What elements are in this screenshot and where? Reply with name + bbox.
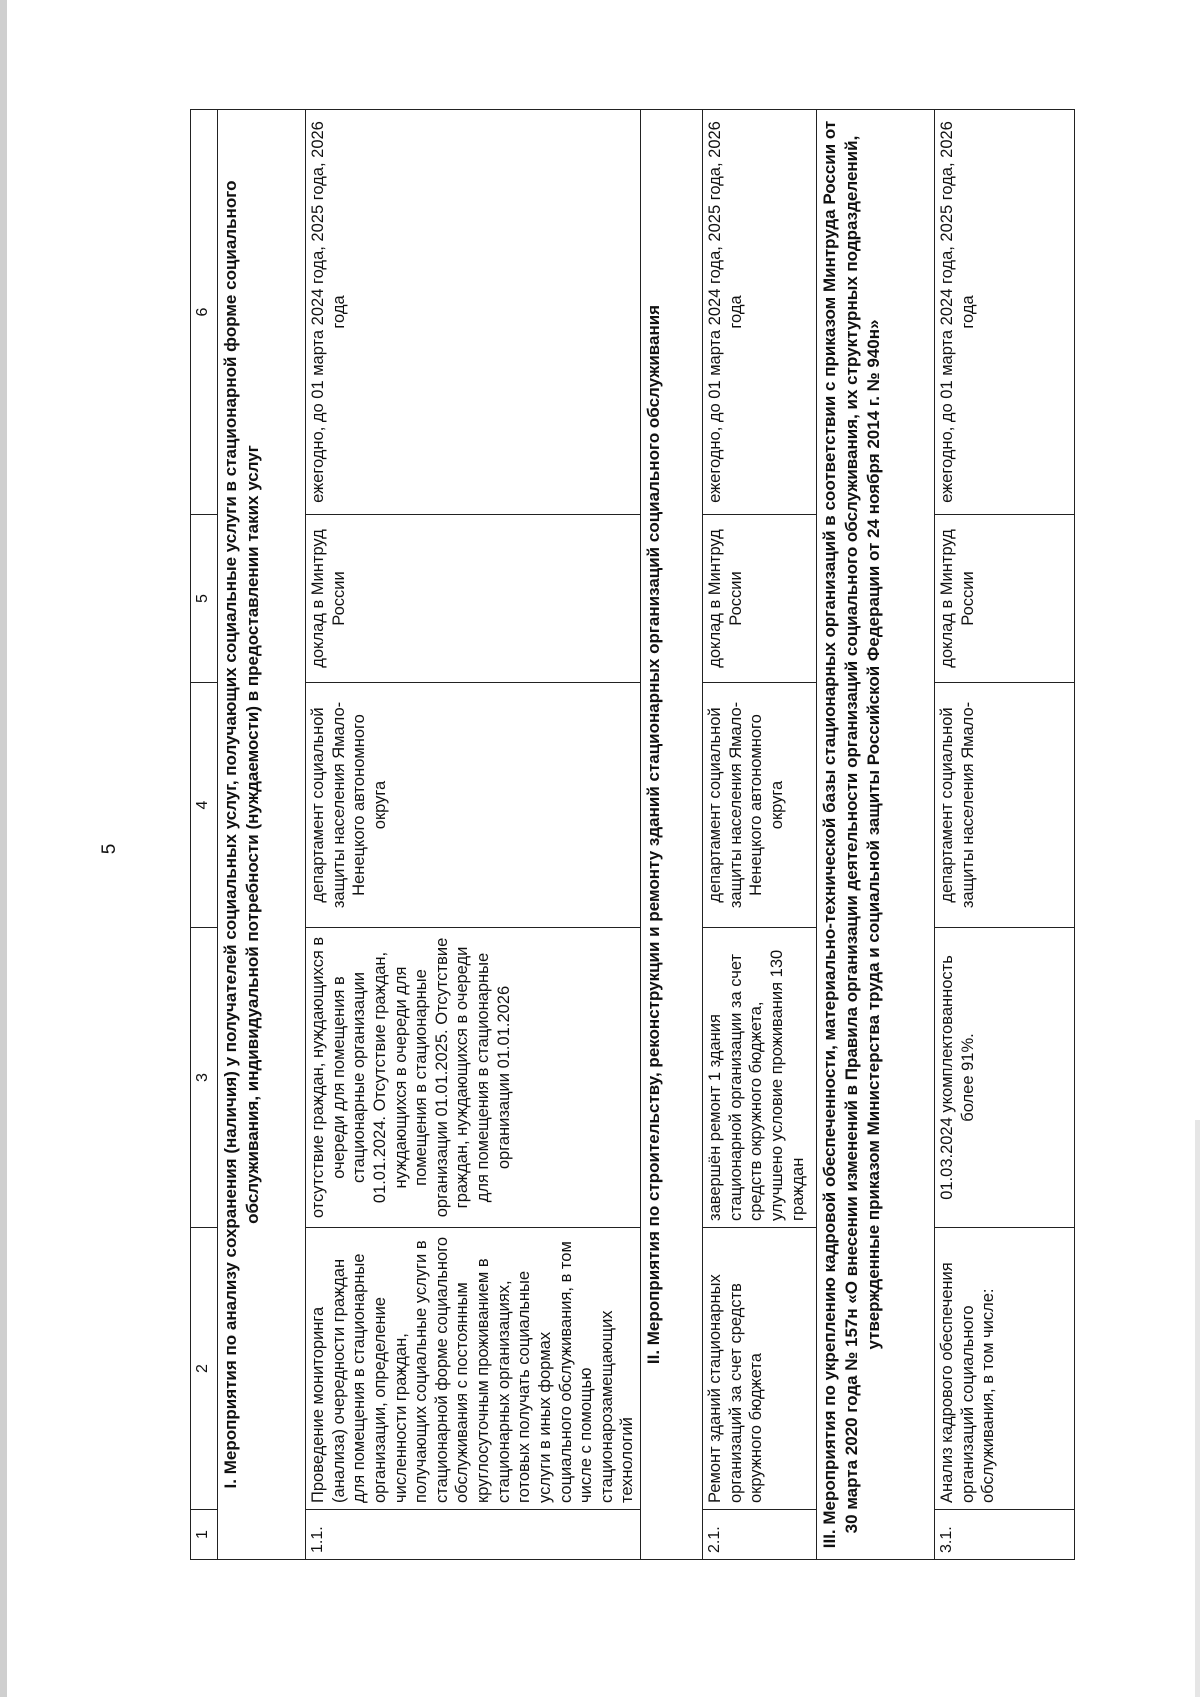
report-cell: доклад в Минтруд России [306, 515, 641, 683]
event-cell: Ремонт зданий стационарных организаций за счет средств окружного бюджета [703, 1228, 817, 1510]
header-cell: 6 [191, 110, 218, 515]
section-heading-row [817, 110, 935, 1560]
header-cell: 3 [191, 928, 218, 1228]
section-heading-row [218, 110, 306, 1560]
deadline-cell: ежегодно, до 01 марта 2024 года, 2025 года, 2026 года [306, 110, 641, 515]
table-row [306, 110, 641, 1560]
table-row [935, 110, 1075, 1560]
report-cell: доклад в Минтруд России [935, 515, 1075, 683]
scan-edge [0, 0, 7, 1697]
event-cell: Анализ кадрового обеспечения организаций социального обслуживания, в том числе: [935, 1228, 1075, 1510]
section-title: II. Мероприятия по строительству, реконструкции и ремонту зданий стационарных организаций социального обслуживания [641, 110, 703, 1560]
measures-table [190, 109, 1075, 1560]
page-number: 5 [99, 843, 120, 855]
section-heading-row [641, 110, 703, 1560]
deadline-cell: ежегодно, до 01 марта 2024 года, 2025 года, 2026 года [935, 110, 1075, 515]
section-title: III. Мероприятия по укреплению кадровой обеспеченности, материально-технической базы стационарных организаций в соответствии с приказом Минтруда России от 30 марта 2020 года № 157н «О внесении изменений в Правила организации деятельности организаций социального обслуживания, их структурных подразделений, утвержденные приказом Министерства труда и социальной защиты Российской Федерации от 24 ноября 2014 г. № 940н» [817, 110, 935, 1560]
result-cell: завершён ремонт 1 здания стационарной организации за счет средств окружного бюджета, улучшено условие проживания 130 граждан [703, 928, 817, 1228]
executor-cell: департамент социальной защиты населения Ямало-Ненецкого автономного округа [703, 683, 817, 928]
header-row [191, 110, 218, 1560]
row-number: 2.1. [703, 1510, 817, 1560]
row-number: 3.1. [935, 1510, 1075, 1560]
result-cell: отсутствие граждан, нуждающихся в очереди для помещения в стационарные организации 01.01.2024. Отсутствие граждан, нуждающихся в очереди для помещения в стационарные организации 01.01.2025. Отсутствие граждан, нуждающихся в очереди для помещения в стационарные организации 01.01.2026 [306, 928, 641, 1228]
report-cell: доклад в Минтруд России [703, 515, 817, 683]
deadline-cell: ежегодно, до 01 марта 2024 года, 2025 года, 2026 года [703, 110, 817, 515]
executor-cell: департамент социальной защиты населения Ямало- [935, 683, 1075, 928]
header-cell: 4 [191, 683, 218, 928]
row-number: 1.1. [306, 1510, 641, 1560]
executor-cell: департамент социальной защиты населения Ямало-Ненецкого автономного округа [306, 683, 641, 928]
event-cell: Проведение мониторинга (анализа) очередности граждан для помещения в стационарные организации, определение численности граждан, получающих социальные услуги в стационарной форме социального обслуживания с постоянным круглосуточным проживанием в стационарных организациях, готовых получать социальные услуги в иных формах социального обслуживания, в том числе с помощью стационарозамещающих технологий [306, 1228, 641, 1510]
header-cell: 2 [191, 1228, 218, 1510]
scan-edge [1195, 1120, 1200, 1697]
result-cell: 01.03.2024 укомплектованность более 91%. [935, 928, 1075, 1228]
header-cell: 5 [191, 515, 218, 683]
section-title: I. Мероприятия по анализу сохранения (наличия) у получателей социальных услуг, получающих социальные услуги в стационарной форме социального обслуживания, индивидуальной потребности (нуждаемости) в предоставлении таких услуг [218, 110, 306, 1560]
rotated-table-container [190, 110, 1075, 1560]
header-cell: 1 [191, 1510, 218, 1560]
table-row [703, 110, 817, 1560]
